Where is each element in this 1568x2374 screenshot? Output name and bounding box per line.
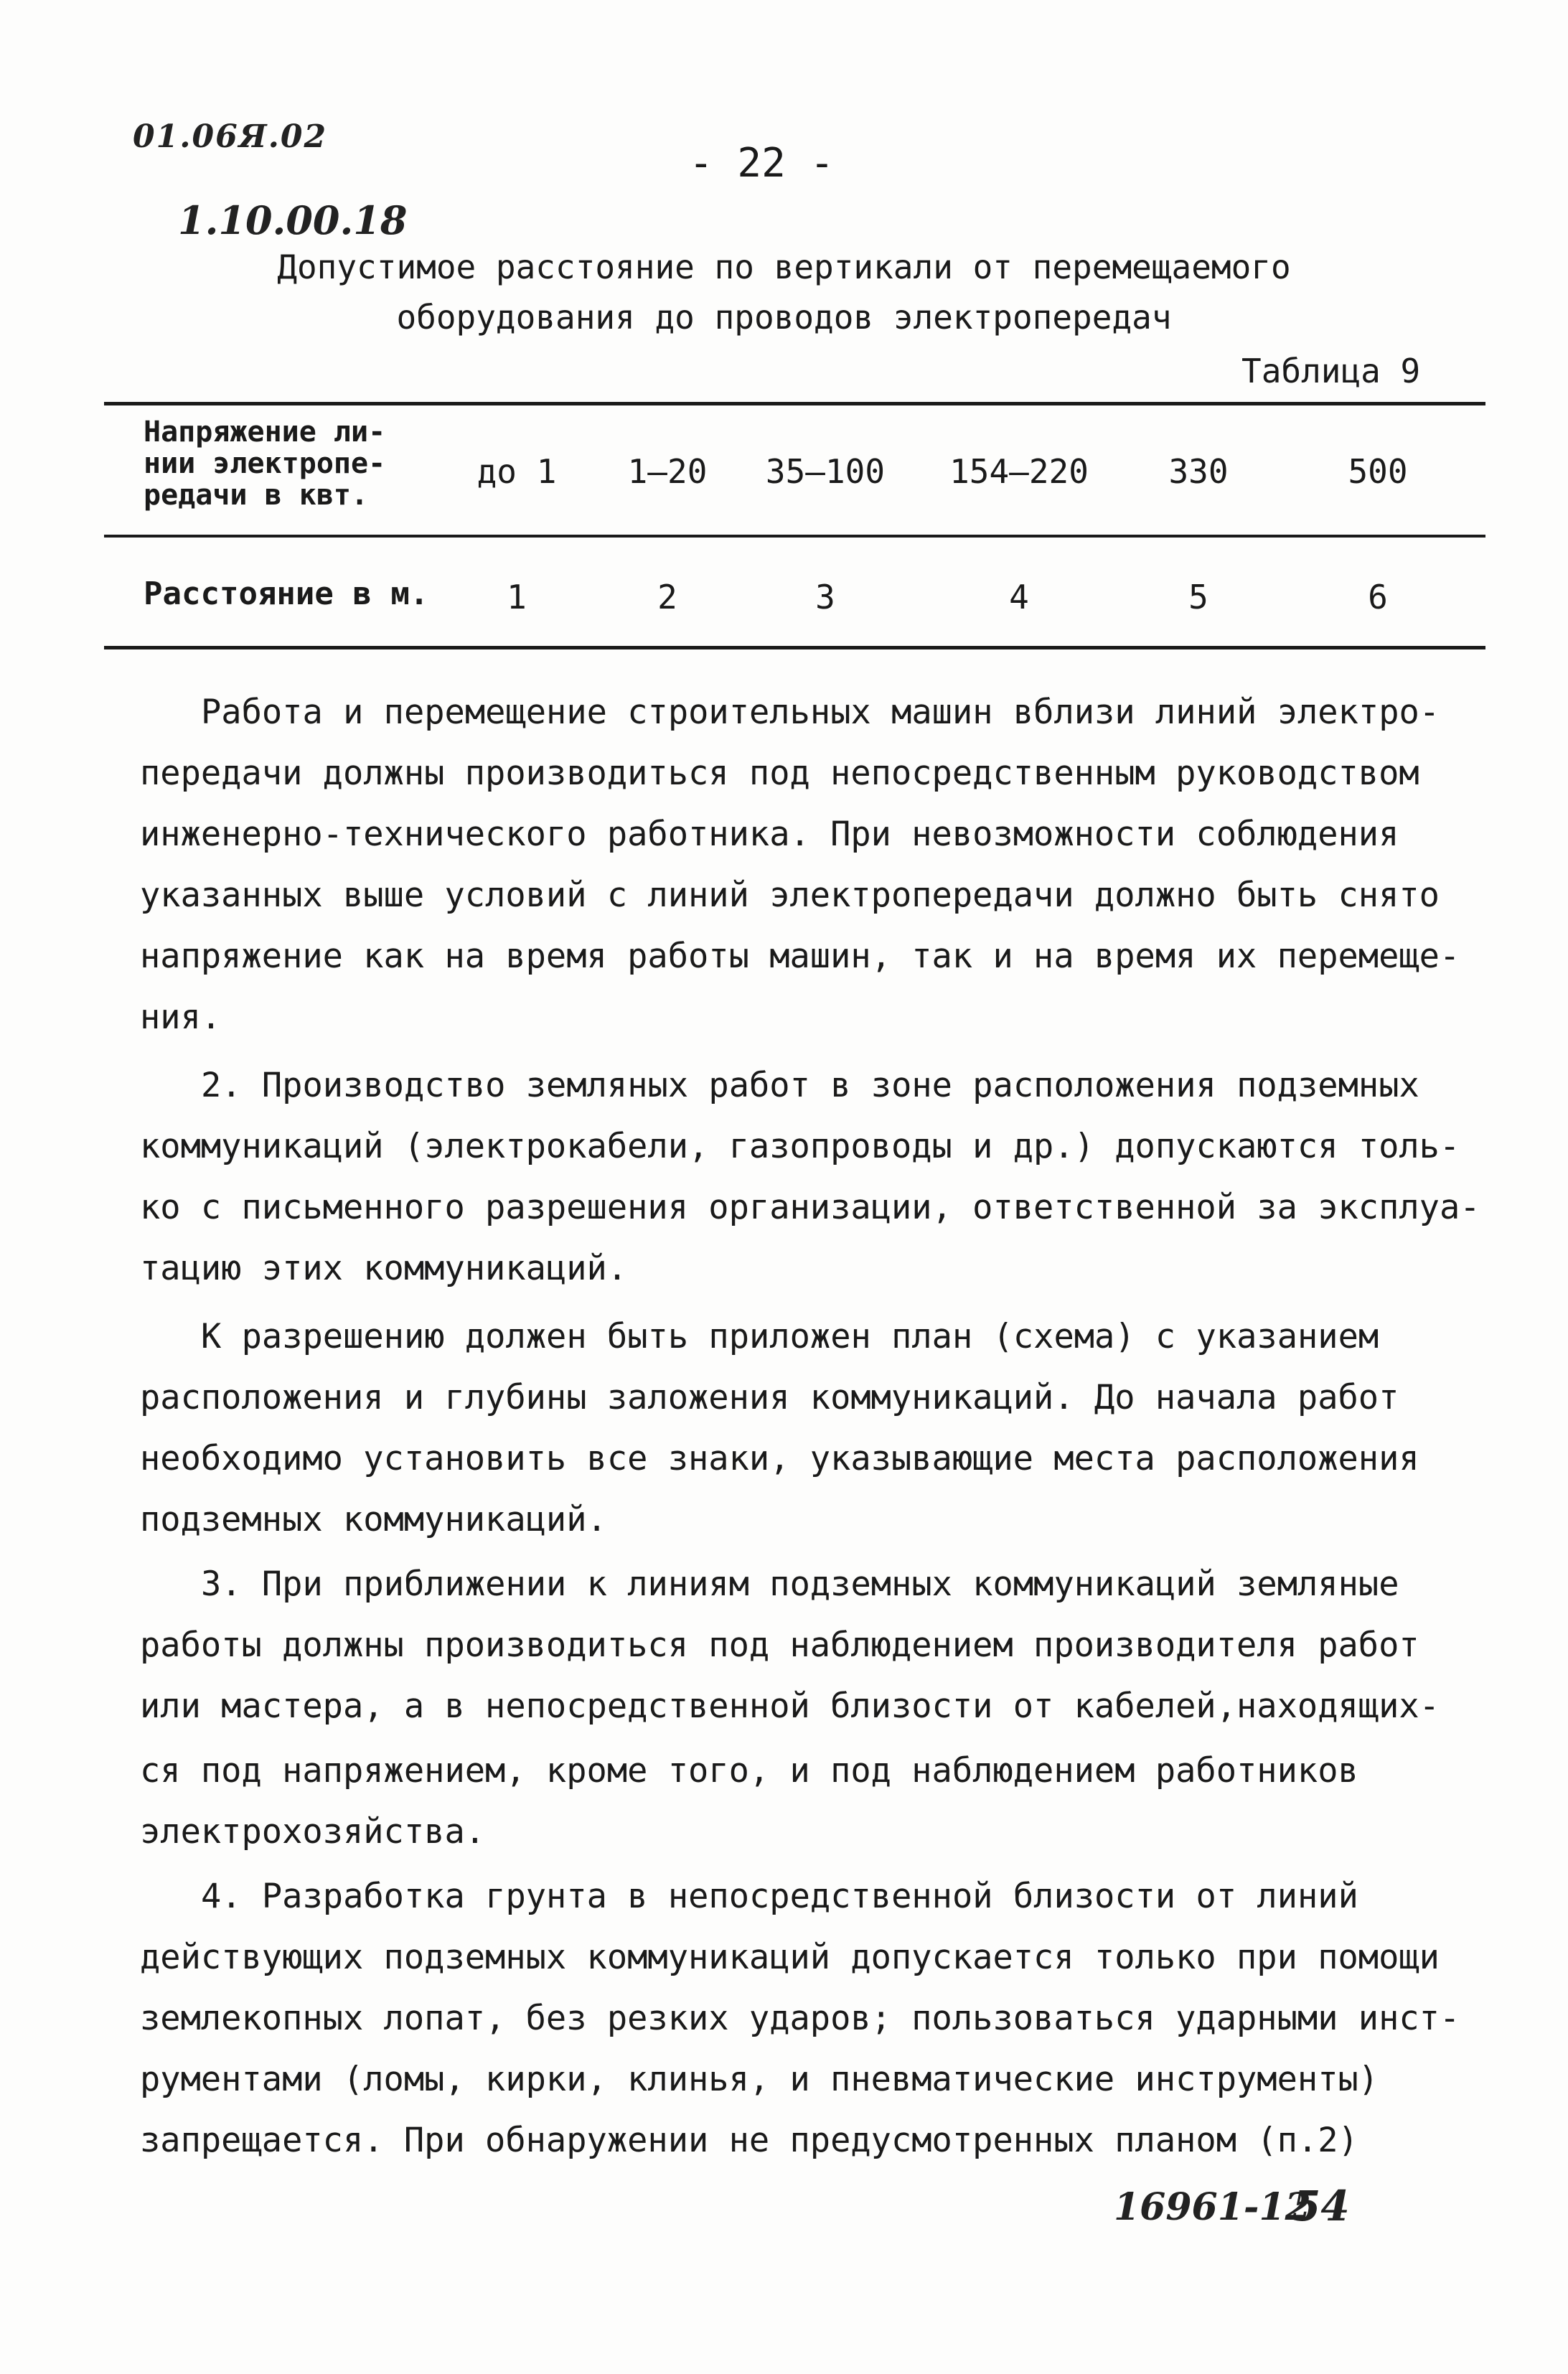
body-text-line: тацию этих коммуникаций. — [140, 1249, 628, 1288]
row-header-line: Напряжение ли- — [144, 416, 386, 449]
row-header-line: редачи в квт. — [144, 479, 369, 512]
body-text-line: подземных коммуникаций. — [140, 1500, 607, 1539]
body-text-line: Работа и перемещение строительных машин вблизи линий электро- — [201, 693, 1440, 732]
table-label: Таблица 9 — [1241, 352, 1421, 390]
body-text-line: ко с письменного разрешения организации, ответственной за эксплуа- — [140, 1188, 1480, 1227]
table-row-header-voltage — [144, 416, 385, 511]
table-top-rule — [104, 402, 1485, 405]
body-text-line: работы должны производиться под наблюдением производителя работ — [140, 1625, 1419, 1665]
row-header-line: нии электропе- — [144, 447, 386, 480]
body-text-line: ся под напряжением, кроме того, и под наблюдением работников — [140, 1751, 1358, 1791]
table-middle-rule — [104, 535, 1485, 538]
body-text-line: коммуникаций (электрокабели, газопроводы и др.) допускаются толь- — [140, 1127, 1460, 1166]
table-cell: 6 — [1368, 578, 1388, 616]
footer-document-number: 16961-12 — [1114, 2185, 1311, 2229]
table-cell: 1 — [507, 578, 527, 616]
body-text-line: передачи должны производиться под непосредственным руководством — [140, 754, 1419, 793]
document-code-left: 1.10.00.18 — [178, 197, 408, 243]
table-cell: 330 — [1168, 452, 1229, 491]
table-cell: 35–100 — [765, 452, 886, 491]
table-caption-line-2: оборудования до проводов электропередач — [396, 298, 1172, 337]
table-cell: до 1 — [476, 452, 557, 491]
page-number: - 22 - — [689, 140, 835, 187]
body-text-line: 4. Разработка грунта в непосредственной близости от линий — [201, 1877, 1358, 1916]
body-text-line: инженерно-технического работника. При невозможности соблюдения — [140, 815, 1399, 854]
body-text-line: 2. Производство земляных работ в зоне расположения подземных — [201, 1066, 1419, 1105]
body-text-line: или мастера, а в непосредственной близости от кабелей,находящих- — [140, 1686, 1440, 1726]
table-cell: 4 — [1009, 578, 1029, 616]
table-cell: 1–20 — [627, 452, 708, 491]
table-caption-line-1: Допустимое расстояние по вертикали от перемещаемого — [277, 248, 1291, 286]
table-bottom-rule — [104, 646, 1485, 649]
body-text-line: землекопных лопат, без резких ударов; пользоваться ударными инст- — [140, 1999, 1460, 2038]
body-text-line: рументами (ломы, кирки, клинья, и пневматические инструменты) — [140, 2060, 1379, 2099]
body-text-line: действующих подземных коммуникаций допускается только при помощи — [140, 1938, 1440, 1977]
body-text-line: необходимо установить все знаки, указывающие места расположения — [140, 1439, 1419, 1478]
table-cell: 5 — [1188, 578, 1208, 616]
body-text-line: 3. При приближении к линиям подземных коммуникаций земляные — [201, 1564, 1399, 1604]
body-text-line: напряжение как на время работы машин, так и на время их перемеще- — [140, 937, 1460, 976]
footer-sheet-number: 54 — [1292, 2182, 1350, 2230]
document-code-top: 01.06Я.02 — [133, 118, 328, 155]
table-cell: 500 — [1348, 452, 1408, 491]
body-text-line: электрохозяйства. — [140, 1812, 486, 1852]
table-cell: 2 — [657, 578, 677, 616]
body-text-line: расположения и глубины заложения коммуникаций. До начала работ — [140, 1378, 1399, 1417]
table-cell: 154–220 — [949, 452, 1089, 491]
body-text-line: указанных выше условий с линий электропередачи должно быть снято — [140, 876, 1440, 915]
body-text-line: К разрешению должен быть приложен план (схема) с указанием — [201, 1317, 1379, 1356]
body-text-line: ния. — [140, 998, 222, 1037]
table-row-header-distance: Расстояние в м. — [144, 576, 429, 612]
table-cell: 3 — [815, 578, 835, 616]
body-text-line: запрещается. При обнаружении не предусмотренных планом (п.2) — [140, 2121, 1358, 2160]
